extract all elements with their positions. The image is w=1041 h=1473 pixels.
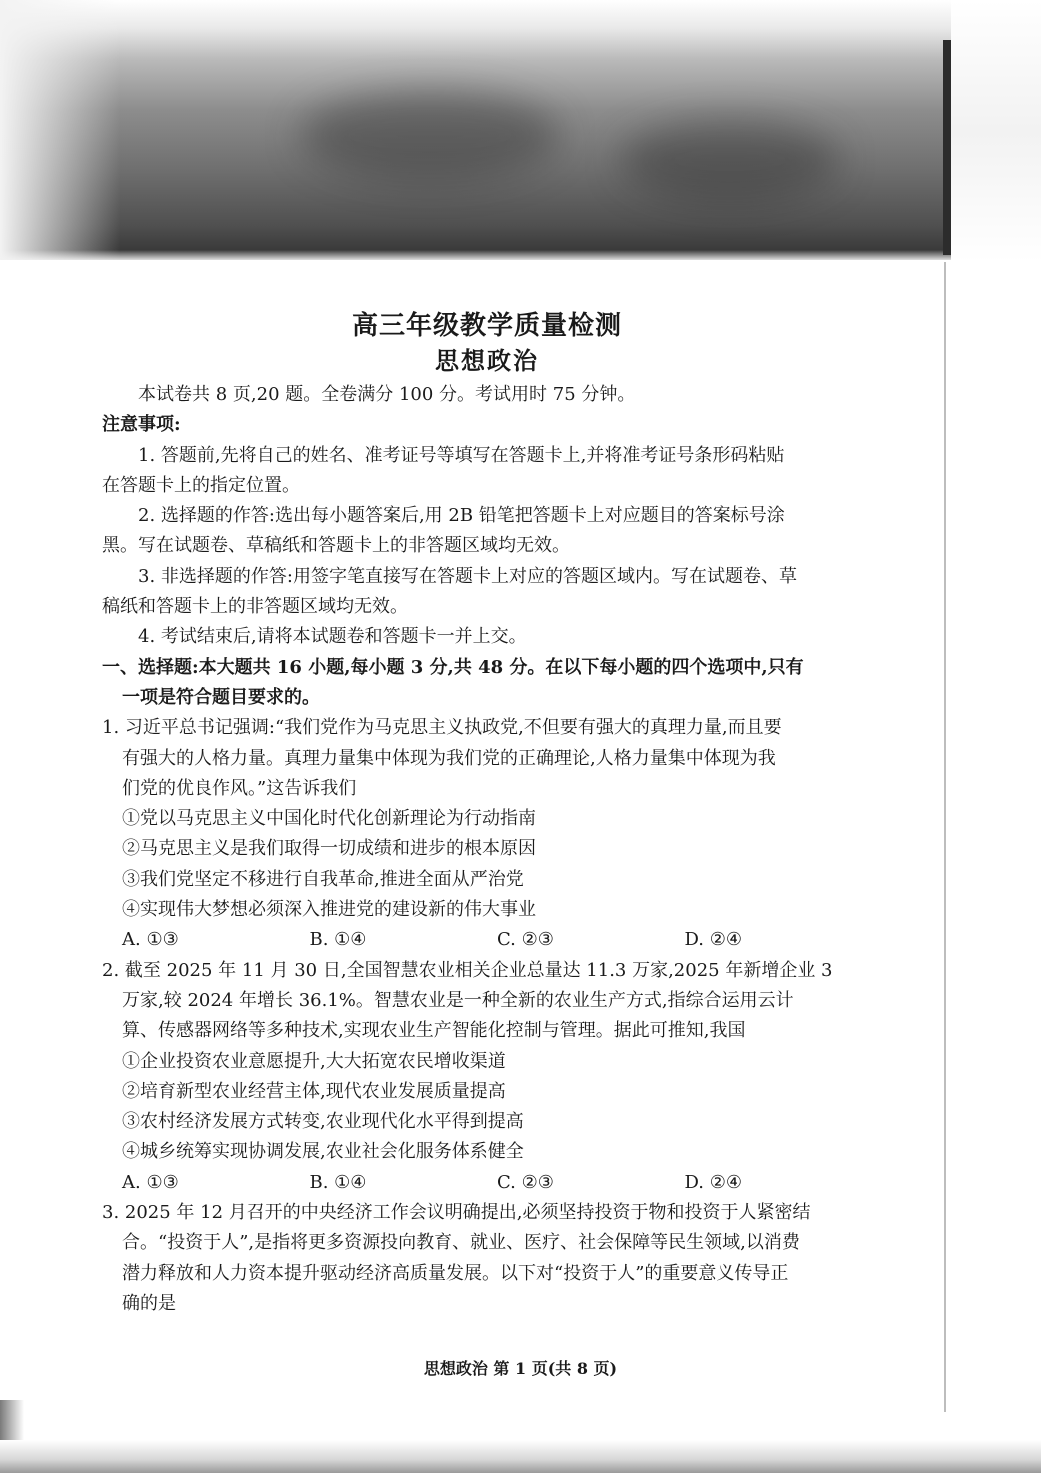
choice-c: C. ②③: [497, 929, 554, 951]
question-stem: 算、传感器网络等多种技术,实现农业生产智能化控制与管理。据此可推知,我国: [122, 1020, 746, 1042]
exam-title: 高三年级教学质量检测: [351, 311, 622, 341]
scan-blob: [300, 90, 560, 180]
section-heading-cont: 一项是符合题目要求的。: [122, 686, 320, 708]
notice-line: 2. 选择题的作答:选出每小题答案后,用 2B 铅笔把答题卡上对应题目的答案标号涂: [138, 505, 785, 527]
notice-line: 1. 答题前,先将自己的姓名、准考证号等填写在答题卡上,并将准考证号条形码粘贴: [138, 444, 785, 466]
question-stem: 潜力释放和人力资本提升驱动经济高质量发展。以下对“投资于人”的重要意义传导正: [122, 1262, 789, 1284]
notice-line: 3. 非选择题的作答:用签字笔直接写在答题卡上对应的答题区域内。写在试题卷、草: [138, 565, 797, 587]
exam-intro: 本试卷共 8 页,20 题。全卷满分 100 分。考试用时 75 分钟。: [138, 384, 636, 405]
section-heading: 一、选择题:本大题共 16 小题,每小题 3 分,共 48 分。在以下每小题的四个选项中,只有: [102, 656, 804, 678]
question-option: ③我们党坚定不移进行自我革命,推进全面从严治党: [122, 868, 524, 890]
notice-line: 在答题卡上的指定位置。: [102, 474, 300, 496]
question-stem: 2. 截至 2025 年 11 月 30 日,全国智慧农业相关企业总量达 11.3 万家,2025 年新增企业 3: [102, 959, 833, 981]
page-footer: 思想政治 第 1 页(共 8 页): [423, 1359, 618, 1378]
question-stem: 们党的优良作风。”这告诉我们: [122, 777, 357, 799]
exam-page: [102, 308, 872, 1319]
exam-subject: 思想政治: [435, 346, 539, 375]
choice-b: B. ①④: [309, 929, 367, 951]
question-option: ④城乡统筹实现协调发展,农业社会化服务体系健全: [122, 1141, 524, 1163]
question-option: ①企业投资农业意愿提升,大大拓宽农民增收渠道: [122, 1050, 506, 1072]
scan-bottom-shadow: [0, 1440, 1041, 1473]
notice-line: 稿纸和答题卡上的非答题区域均无效。: [102, 596, 408, 618]
page-edge-line: [944, 262, 946, 1412]
notice-line: 4. 考试结束后,请将本试题卷和答题卡一并上交。: [138, 626, 527, 648]
question-stem: 1. 习近平总书记强调:“我们党作为马克思主义执政党,不但要有强大的真理力量,而且要: [102, 717, 782, 739]
choice-d: D. ②④: [684, 1171, 743, 1193]
scan-left-fade: [0, 0, 120, 260]
question-option: ③农村经济发展方式转变,农业现代化水平得到提高: [122, 1111, 524, 1133]
choice-b: B. ①④: [309, 1171, 367, 1193]
notice-line: 黑。写在试题卷、草稿纸和答题卡上的非答题区域均无效。: [102, 535, 570, 557]
answer-choices: [102, 925, 872, 955]
question-stem: 确的是: [122, 1292, 176, 1314]
notice-heading: 注意事项:: [102, 414, 181, 436]
scan-blob: [620, 120, 840, 200]
question-option: ①党以马克思主义中国化时代化创新理论为行动指南: [122, 808, 536, 830]
scan-shadow-band: [0, 0, 1041, 260]
answer-choices: [102, 1168, 872, 1198]
choice-a: A. ①③: [122, 929, 179, 951]
question-option: ②培育新型农业经营主体,现代农业发展质量提高: [122, 1080, 506, 1102]
scan-right-margin: [951, 0, 1041, 262]
question-option: ②马克思主义是我们取得一切成绩和进步的根本原因: [122, 838, 536, 860]
page-edge: [943, 40, 951, 255]
question-stem: 3. 2025 年 12 月召开的中央经济工作会议明确提出,必须坚持投资于物和投资于人紧密结: [102, 1202, 811, 1224]
question-stem: 万家,较 2024 年增长 36.1%。智慧农业是一种全新的农业生产方式,指综合运用云计: [122, 989, 794, 1011]
question-stem: 合。“投资于人”,是指将更多资源投向教育、就业、医疗、社会保障等民生领域,以消费: [122, 1232, 800, 1254]
question-stem: 有强大的人格力量。真理力量集中体现为我们党的正确理论,人格力量集中体现为我: [122, 747, 776, 769]
choice-a: A. ①③: [122, 1171, 179, 1193]
choice-c: C. ②③: [497, 1171, 554, 1193]
question-option: ④实现伟大梦想必须深入推进党的建设新的伟大事业: [122, 899, 536, 921]
choice-d: D. ②④: [684, 929, 743, 951]
